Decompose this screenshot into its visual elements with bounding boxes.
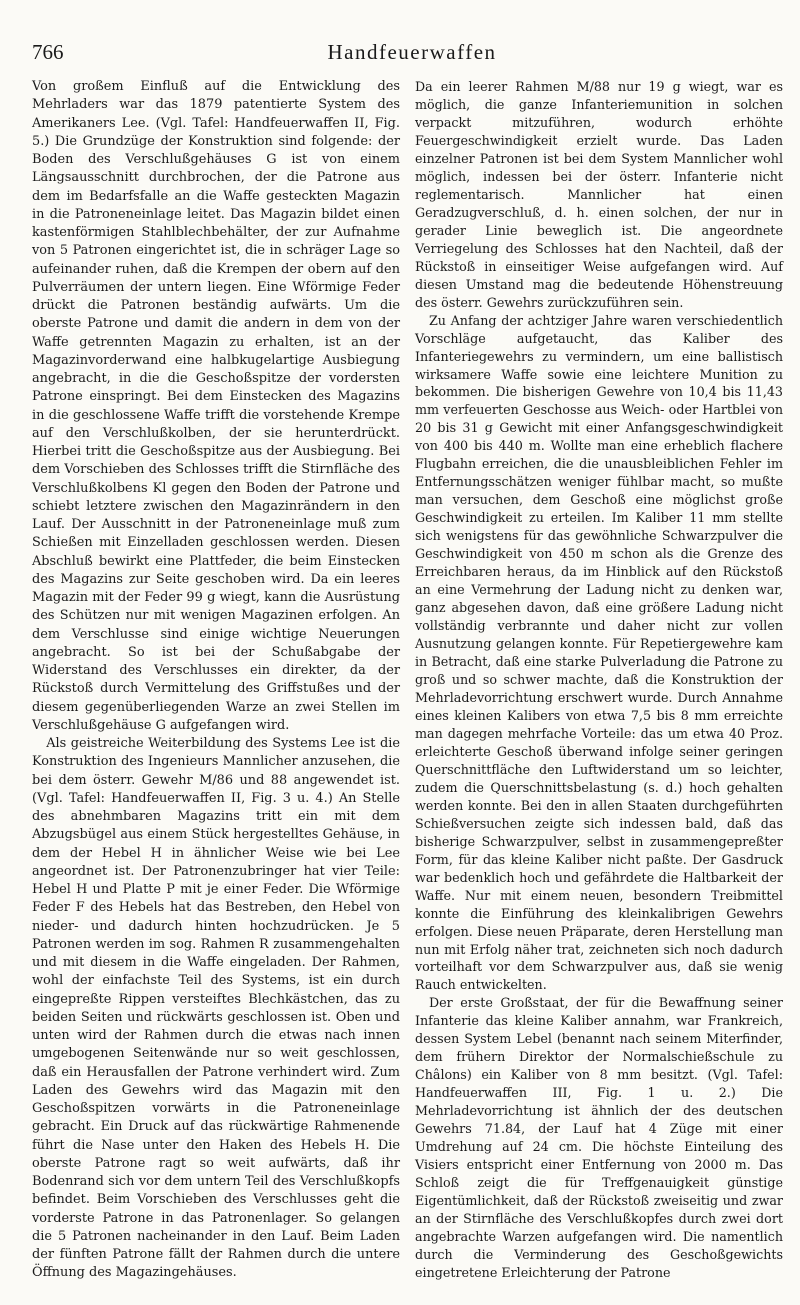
paragraph: Der erste Großstaat, der für die Bewaffnung seiner Infanterie das kleine Kaliber annahm, war Frankreich, dessen System Lebel (benannt nach seinem Miterfinder, dem frühern Direktor der Normalschießschule zu Châlons) ein Kaliber von 8 mm besitzt. (Vgl. Tafel: Handfeuerwaffen III, Fig. 1 u. 2.) Die Mehrladevorrichtung ist ähnlich der des deutschen Gewehrs 71.84, der Lauf hat 4 Züge mit einer Umdrehung auf 24 cm. Die höchste Einteilung des Visiers entspricht einer Entfernung von 2000 m. Das Schloß zeigt die für Treffgenauigkeit günstige Eigentümlichkeit, daß der Rückstoß zweiseitig und zwar an der Stirnfläche des Verschlußkopfes durch zwei dort angebrachte Warzen aufgefangen wird. Die namentlich durch die Verminderung des Geschoßgewichts eingetretene Erleichterung der Patrone [415, 995, 783, 1280]
right-column [415, 78, 783, 1282]
paragraph: Zu Anfang der achtziger Jahre waren verschiedentlich Vorschläge aufgetaucht, das Kaliber des Infanteriegewehrs zu vermindern, um eine ballistisch wirksamere Waffe sowie eine leichtere Munition zu bekommen. Die bisherigen Gewehre von 10,4 bis 11,43 mm verfeuerten Geschosse aus Weich- oder Hartblei von 20 bis 31 g Gewicht mit einer Anfangsgeschwindigkeit von 400 bis 440 m. Wollte man eine erheblich flachere Flugbahn erreichen, die die unausbleiblichen Fehler im Entfernungsschätzen weniger fühlbar macht, so mußte man versuchen, dem Geschoß eine möglichst große Geschwindigkeit zu erteilen. Im Kaliber 11 mm stellte sich wenigstens für das gewöhnliche Schwarzpulver die Geschwindigkeit von 450 m schon als die Grenze des Erreichbaren heraus, da im Hinblick auf den Rückstoß an eine Vermehrung der Ladung nicht zu denken war, ganz abgesehen davon, daß eine größere Ladung nicht vollständig verbrannte und daher nicht zur vollen Ausnutzung gelangen konnte. Für Repetiergewehre kam in Betracht, daß eine starke Pulverladung die Patrone zu groß und so schwer machte, daß die Konstruktion der Mehrladevorrichtung erschwert wurde. Durch Annahme eines kleinen Kalibers von etwa 7,5 bis 8 mm erreichte man dagegen mehrfache Vorteile: das um etwa 40 Proz. erleichterte Geschoß überwand infolge seiner geringen Querschnittfläche den Luftwiderstand um so leichter, zudem die Querschnittsbelastung (s. d.) hoch gehalten werden konnte. Bei den in allen Staaten durchgeführten Schießversuchen zeigte sich indessen bald, daß das bisherige Schwarzpulver, selbst in zusammengepreßter Form, für das kleine Kaliber nicht paßte. Der Gasdruck war bedenklich hoch und gefährdete die Haltbarkeit der Waffe. Nur mit einem neuen, besondern Treibmittel konnte die Einführung des kleinkalibrigen Gewehrs erfolgen. Diese neuen Präparate, deren Herstellung man nun mit Erfolg näher trat, zeichneten sich noch dadurch vorteilhaft vor dem Schwarzpulver aus, daß sie wenig Rauch entwickelten. [415, 312, 783, 993]
paragraph: Als geistreiche Weiterbildung des Systems Lee ist die Konstruktion des Ingenieurs Mannlicher anzusehen, die bei dem österr. Gewehr M/86 und 88 angewendet ist. (Vgl. Tafel: Handfeuerwaffen II, Fig. 3 u. 4.) An Stelle des abnehmbaren Magazins tritt ein mit dem Abzugsbügel aus einem Stück hergestelltes Gehäuse, in dem der Hebel H in ähnlicher Weise wie bei Lee angeordnet ist. Der Patronenzubringer hat vier Teile: Hebel H und Platte P mit je einer Feder. Die Wförmige Feder F des Hebels hat das Bestreben, den Hebel von nieder- und dadurch hinten hochzudrücken. Je 5 Patronen werden im sog. Rahmen R zusammengehalten und mit diesem in die Waffe eingeladen. Der Rahmen, wohl der einfachste Teil des Systems, ist ein durch eingepreßte Rippen versteiftes Blechkästchen, das zu beiden Seiten und rückwärts geschlossen ist. Oben und unten wird der Rahmen durch die etwas nach innen umgebogenen Seitenwände nur so weit geschlossen, daß ein Herausfallen der Patrone verhindert wird. Zum Laden des Gewehrs wird das Magazin mit den Geschoßspitzen vorwärts in die Patroneneinlage gebracht. Ein Druck auf das rückwärtige Rahmenende führt die Nase unter den Haken des Hebels H. Die oberste Patrone ragt so weit aufwärts, daß ihr Bodenrand sich vor dem untern Teil des Verschlußkopfs befindet. Beim Vorschieben des Verschlusses geht die vorderste Patrone in das Patronenlager. So gelangen die 5 Patronen nacheinander in den Lauf. Beim Laden der fünften Patrone fällt der Rahmen durch die untere Öffnung des Magazingehäuses. [32, 736, 400, 1281]
page-number: 766 [32, 40, 64, 64]
paragraph: Von großem Einfluß auf die Entwicklung des Mehrladers war das 1879 patentierte System des Amerikaners Lee. (Vgl. Tafel: Handfeuerwaffen II, Fig. 5.) Die Grundzüge der Konstruktion sind folgende: der Boden des Verschlußgehäuses G ist von einem Längsausschnitt durchbrochen, der die Patrone aus dem im Bedarfsfalle an die Waffe gesteckten Magazin in die Patroneneinlage leitet. Das Magazin bildet einen kastenförmigen Stahlblechbehälter, der zur Aufnahme von 5 Patronen eingerichtet ist, die in schräger Lage so aufeinander ruhen, daß die Krempen der obern auf den Pulverräumen der untern liegen. Eine Wförmige Feder drückt die Patronen beständig aufwärts. Um die oberste Patrone und damit die andern in dem von der Waffe getrennten Magazin zu erhalten, ist an der Magazinvorderwand eine halbkugelartige Ausbiegung angebracht, in die die Geschoßspitze der vordersten Patrone einspringt. Bei dem Einstecken des Magazins in die geschlossene Waffe trifft die vorstehende Krempe auf den Verschlußkolben, der sie herunterdrückt. Hierbei tritt die Geschoßspitze aus der Ausbiegung. Bei dem Vorschieben des Schlosses trifft die Stirnfläche des Verschlußkolbens Kl gegen den Boden der Patrone und schiebt letztere zwischen den Magazinrändern in den Lauf. Der Ausschnitt in der Patroneneinlage muß zum Schießen mit Einzelladen geschlossen werden. Diesen Abschluß bewirkt eine Plattfeder, die beim Einstecken des Magazins zur Seite geschoben wird. Da ein leeres Magazin mit der Feder 99 g wiegt, kann die Ausrüstung des Schützen nur mit wenigen Magazinen erfolgen. An dem Verschlusse sind einige wichtige Neuerungen angebracht. So ist bei der Schußabgabe der Widerstand des Verschlusses ein direkter, da der Rückstoß durch Vermittelung des Griffstußes und der diesem gegenüberliegenden Warze an zwei Stellen im Verschlußgehäuse G aufgefangen wird. [32, 79, 400, 733]
running-title: Handfeuerwaffen [327, 40, 497, 64]
page-header [32, 40, 792, 66]
paragraph: Da ein leerer Rahmen M/88 nur 19 g wiegt, war es möglich, die ganze Infanteriemunition in solchen verpackt mitzuführen, wodurch erhöhte Feuergeschwindigkeit erzielt wurde. Das Laden einzelner Patronen ist bei dem System Mannlicher wohl möglich, indessen bei der österr. Infanterie nicht reglementarisch. Mannlicher hat einen Geradzugverschluß, d. h. einen solchen, der nur in gerader Linie beweglich ist. Die angeordnete Verriegelung des Schlosses hat den Nachteil, daß der Rückstoß in einseitiger Weise aufgefangen wird. Auf diesen Umstand mag die bedeutende Höhenstreuung des österr. Gewehrs zurückzuführen sein. [415, 79, 783, 310]
left-column [32, 78, 400, 1283]
